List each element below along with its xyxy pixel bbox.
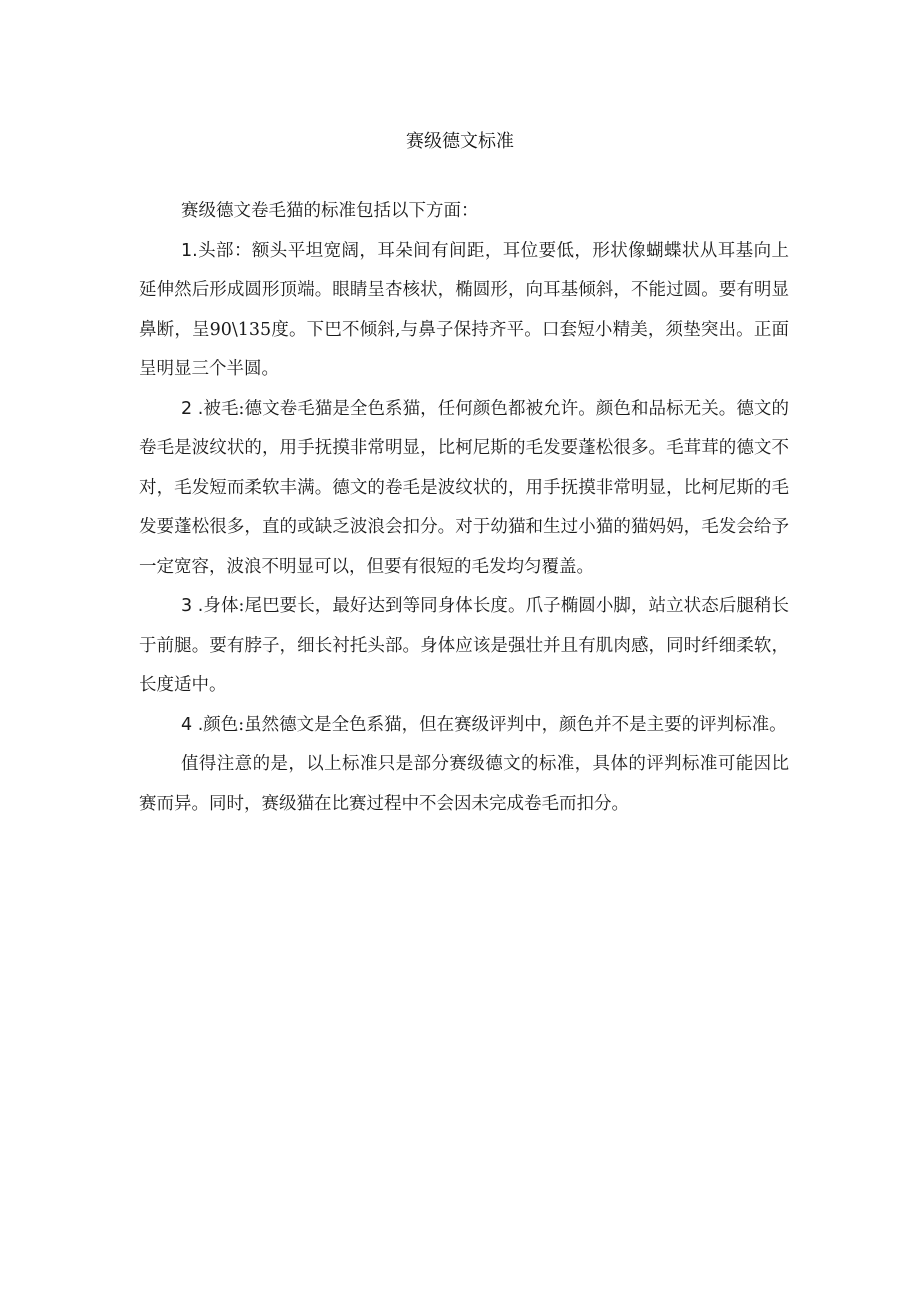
- section-heading: 被毛:: [203, 398, 245, 419]
- section-number: 4 .: [181, 714, 204, 735]
- section-heading: 颜色:: [203, 714, 245, 735]
- section-head: [139, 232, 789, 390]
- section-color: [139, 706, 789, 746]
- section-heading: 身体:: [203, 596, 245, 616]
- section-text: 额头平坦宽阔，耳朵间有间距，耳位要低，形状像蝴蝶状从耳基向上延伸然后形成圆形顶端。眼睛呈杏核状，椭圆形，向耳基倾斜，不能过圆。要有明显鼻断，呈90\135度。下巴不倾斜,与鼻子保持齐平。口套短小精美，须垫突出。正面呈明显三个半圆。: [139, 240, 790, 379]
- section-text: 德文卷毛猫是全色系猫，任何颜色都被允许。颜色和品标无关。德文的卷毛是波纹状的，用手抚摸非常明显，比柯尼斯的毛发要蓬松很多。毛茸茸的德文不对，毛发短而柔软丰满。德文的卷毛是波纹状的，用手抚摸非常明显，比柯尼斯的毛发要蓬松很多，直的或缺乏波浪会扣分。对于幼猫和生过小猫的猫妈妈，毛发会给予一定宽容，波浪不明显可以，但要有很短的毛发均匀覆盖。: [139, 398, 789, 577]
- section-number: 2 .: [181, 398, 204, 419]
- section-text: 尾巴要长，最好达到等同身体长度。爪子椭圆小脚，站立状态后腿稍长于前腿。要有脖子，细长衬托头部。身体应该是强壮并且有肌肉感，同时纤细柔软，长度适中。: [139, 596, 789, 695]
- section-body: [139, 587, 789, 706]
- section-text: 虽然德文是全色系猫，但在赛级评判中，颜色并不是主要的评判标准。: [244, 714, 787, 735]
- section-number: 1.: [181, 240, 198, 261]
- section-coat: [139, 390, 789, 588]
- note-paragraph: 值得注意的是，以上标准只是部分赛级德文的标准，具体的评判标准可能因比赛而异。同时，赛级猫在比赛过程中不会因未完成卷毛而扣分。: [139, 754, 789, 814]
- document-body: [139, 192, 789, 824]
- intro-paragraph: 赛级德文卷毛猫的标准包括以下方面：: [181, 201, 479, 221]
- section-number: 3 .: [181, 596, 204, 616]
- document-title: 赛级德文标准: [406, 131, 514, 152]
- section-heading: 头部：: [197, 240, 252, 261]
